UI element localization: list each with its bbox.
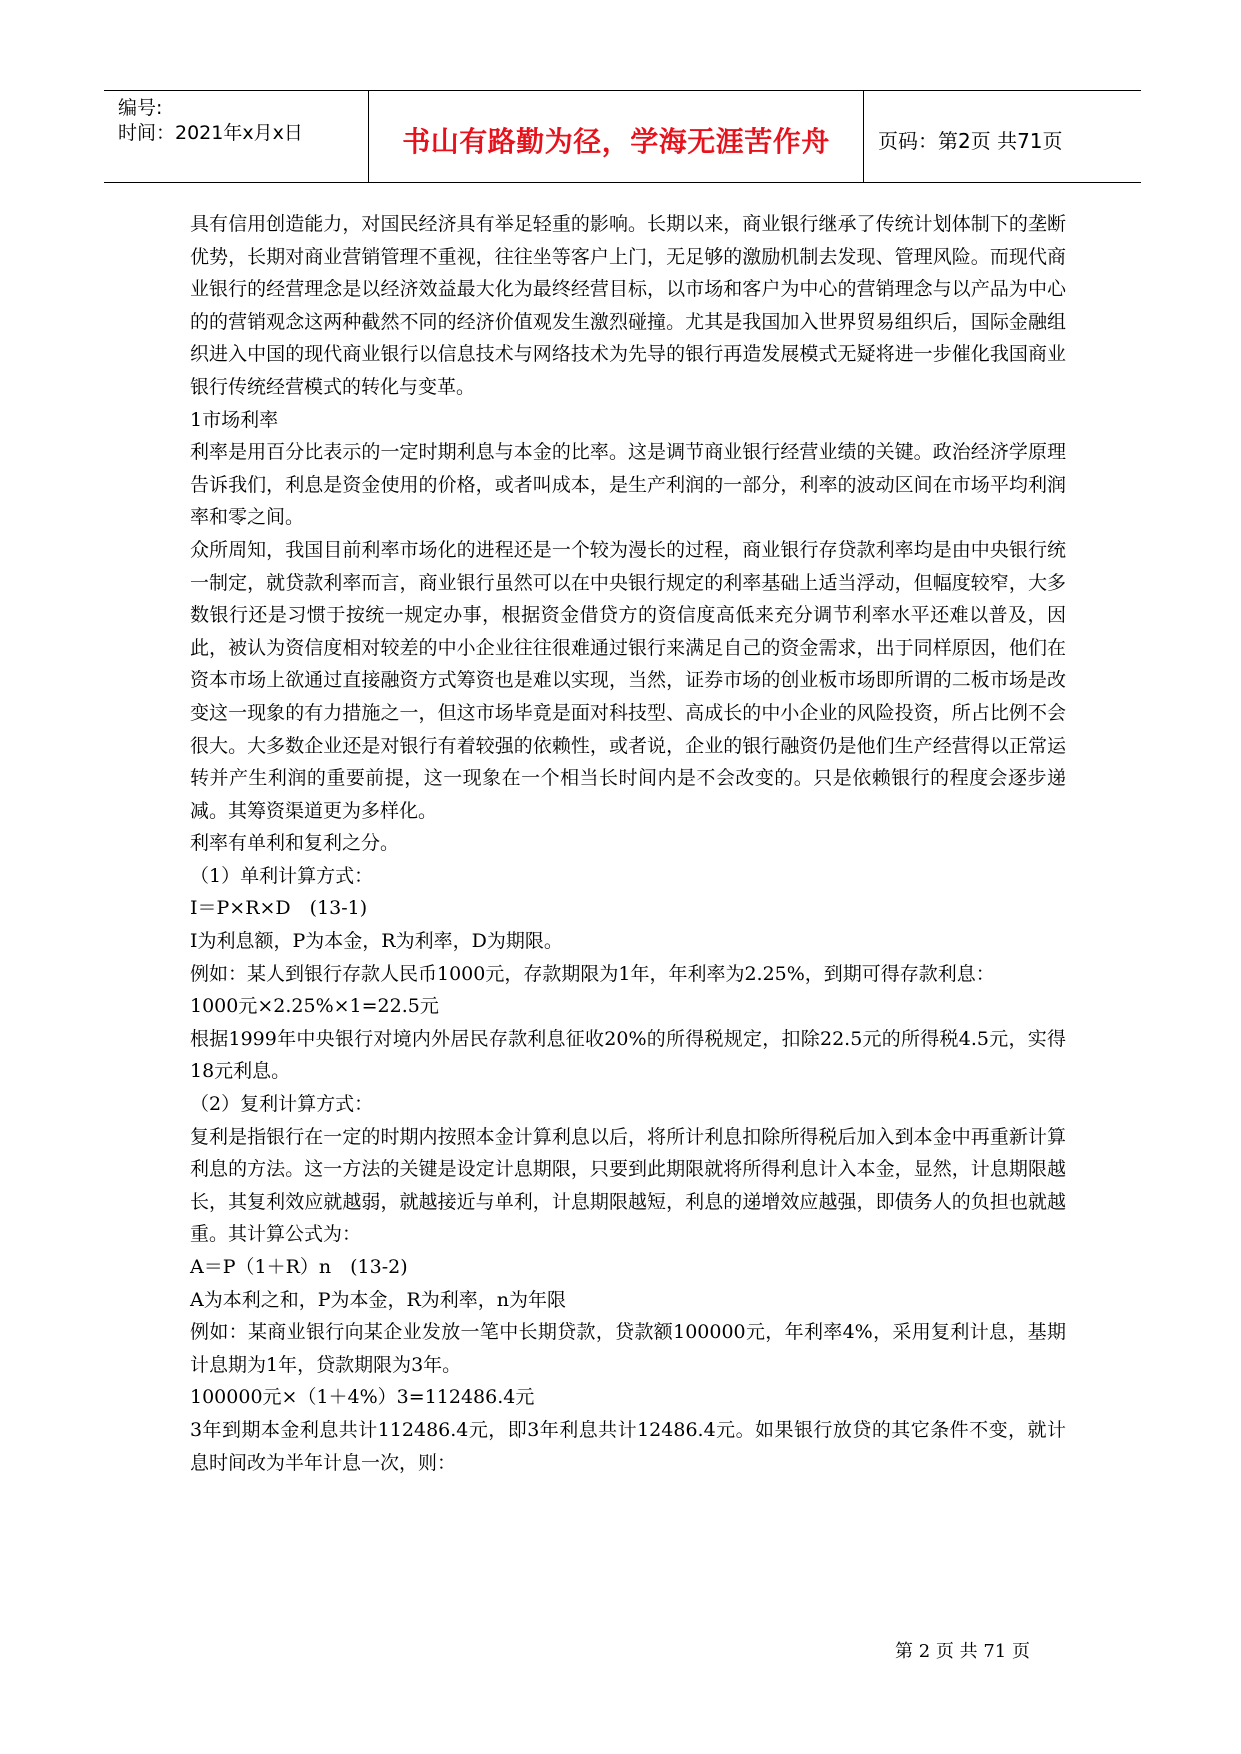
paragraph: A为本利之和，P为本金，R为利率，n为年限: [190, 1288, 567, 1311]
paragraph: 利率是用百分比表示的一定时期利息与本金的比率。这是调节商业银行经营业绩的关键。政治经济学原理告诉我们，利息是资金使用的价格，或者叫成本，是生产利润的一部分，利率的波动区间在市场平均利润率和零之间。: [190, 441, 1066, 529]
paragraph: I为利息额，P为本金，R为利率，D为期限。: [190, 930, 563, 953]
paragraph: 根据1999年中央银行对境内外居民存款利息征收20%的所得税规定，扣除22.5元的所得税4.5元，实得18元利息。: [190, 1027, 1066, 1083]
document-time-label: 时间：2021年x月x日: [118, 122, 303, 144]
formula: 100000元×（1＋4%）3=112486.4元: [190, 1386, 535, 1409]
page-footer: 第 2 页 共 71 页: [895, 1641, 1030, 1662]
document-body: [190, 208, 1066, 1479]
section-heading: 1市场利率: [190, 408, 279, 431]
paragraph: 3年到期本金利息共计112486.4元，即3年利息共计12486.4元。如果银行放贷的其它条件不变，就计息时间改为半年计息一次，则：: [190, 1418, 1066, 1474]
header-left-cell: [104, 91, 369, 182]
header-motto-cell: [369, 91, 864, 182]
paragraph: 复利是指银行在一定的时期内按照本金计算利息以后，将所计利息扣除所得税后加入到本金中再重新计算利息的方法。这一方法的关键是设定计息期限，只要到此期限就将所得利息计入本金，显然，计息期限越长，其复利效应就越弱，就越接近与单利，计息期限越短，利息的递增效应越强，即债务人的负担也就越重。其计算公式为：: [190, 1125, 1066, 1246]
formula: I＝P×R×D (13-1): [190, 897, 368, 920]
paragraph: 具有信用创造能力，对国民经济具有举足轻重的影响。长期以来，商业银行继承了传统计划体制下的垄断优势，长期对商业营销管理不重视，往往坐等客户上门，无足够的激励机制去发现、管理风险。而现代商业银行的经营理念是以经济效益最大化为最终经营目标，以市场和客户为中心的营销理念与以产品为中心的的营销观念这两种截然不同的经济价值观发生激烈碰撞。尤其是我国加入世界贸易组织后，国际金融组织进入中国的现代商业银行以信息技术与网络技术为先导的银行再造发展模式无疑将进一步催化我国商业银行传统经营模式的转化与变革。: [190, 213, 1066, 398]
paragraph: 众所周知，我国目前利率市场化的进程还是一个较为漫长的过程，商业银行存贷款利率均是由中央银行统一制定，就贷款利率而言，商业银行虽然可以在中央银行规定的利率基础上适当浮动，但幅度较窄，大多数银行还是习惯于按统一规定办事，根据资金借贷方的资信度高低来充分调节利率水平还难以普及，因此，被认为资信度相对较差的中小企业往往很难通过银行来满足自己的资金需求，出于同样原因，他们在资本市场上欲通过直接融资方式筹资也是难以实现，当然，证券市场的创业板市场即所谓的二板市场是改变这一现象的有力措施之一，但这市场毕竟是面对科技型、高成长的中小企业的风险投资，所占比例不会很大。大多数企业还是对银行有着较强的依赖性，或者说，企业的银行融资仍是他们生产经营得以正常运转并产生利润的重要前提，这一现象在一个相当长时间内是不会改变的。只是依赖银行的程度会逐步递减。其筹资渠道更为多样化。: [190, 538, 1066, 822]
header-page-cell: [864, 91, 1141, 182]
paragraph: 利率有单利和复利之分。: [190, 832, 400, 855]
paragraph: 例如：某商业银行向某企业发放一笔中长期贷款，贷款额100000元，年利率4%，采用复利计息，基期计息期为1年，贷款期限为3年。: [190, 1321, 1066, 1376]
header-motto: 书山有路勤为径，学海无涯苦作舟: [402, 125, 830, 158]
formula: A＝P（1＋R）n (13-2): [190, 1256, 408, 1278]
paragraph: 例如：某人到银行存款人民币1000元，存款期限为1年，年利率为2.25%，到期可得存款利息：: [190, 962, 995, 985]
paragraph: （1）单利计算方式：: [190, 864, 374, 887]
header-page-code: 页码：第2页 共71页: [878, 129, 1063, 153]
document-number-label: 编号:: [118, 97, 163, 119]
page-header: [104, 90, 1141, 183]
paragraph: （2）复利计算方式：: [190, 1093, 374, 1116]
formula: 1000元×2.25%×1=22.5元: [190, 995, 439, 1018]
